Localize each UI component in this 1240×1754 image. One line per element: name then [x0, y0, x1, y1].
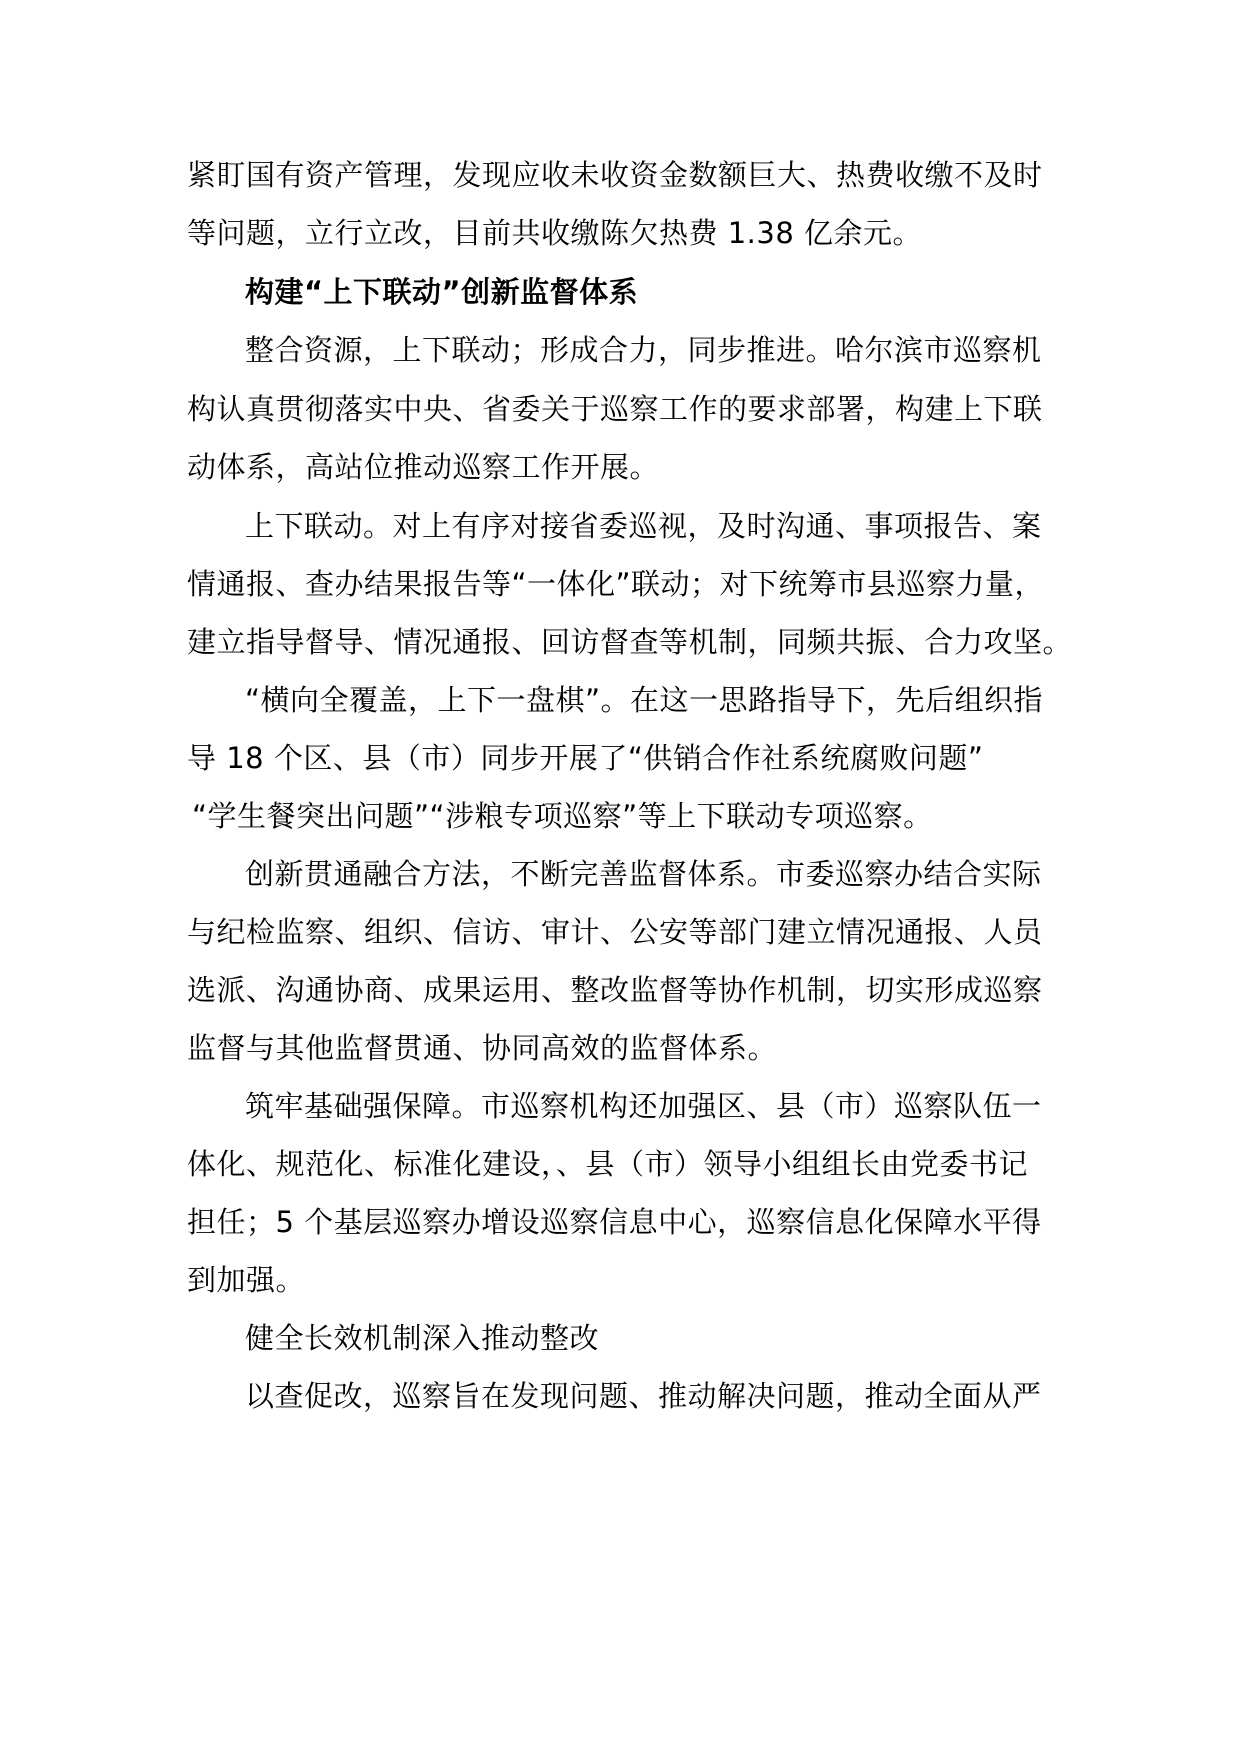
body-text-line: 动体系，高站位推动巡察工作开展。	[187, 450, 660, 484]
body-text-line: 与纪检监察、组织、信访、审计、公安等部门建立情况通报、人员	[187, 915, 1043, 949]
body-text-line: 监督与其他监督贯通、协同高效的监督体系。	[187, 1031, 778, 1065]
body-text-line: 筑牢基础强保障。市巡察机构还加强区、县（市）巡察队伍一	[245, 1089, 1042, 1123]
body-text-line: 到加强。	[187, 1263, 306, 1297]
body-text-line: 体化、规范化、标准化建设，、县（市）领导小组组长由党委书记	[187, 1147, 1029, 1181]
body-text-line: 构认真贯彻落实中央、省委关于巡察工作的要求部署，构建上下联	[187, 392, 1043, 426]
section-heading: 健全长效机制深入推动整改	[245, 1321, 600, 1355]
body-text-line: 紧盯国有资产管理，发现应收未收资金数额巨大、热费收缴不及时	[187, 158, 1043, 192]
body-text-line: 等问题，立行立改，目前共收缴陈欠热费 1.38 亿余元。	[187, 216, 923, 250]
body-text-line: 情通报、查办结果报告等“一体化”联动；对下统筹市县巡察力量，	[187, 567, 1045, 601]
body-text-line: 选派、沟通协商、成果运用、整改监督等协作机制，切实形成巡察	[187, 973, 1043, 1007]
body-text-line: 以查促改，巡察旨在发现问题、推动解决问题，推动全面从严	[245, 1379, 1042, 1413]
body-text-line: 担任；5 个基层巡察办增设巡察信息中心，巡察信息化保障水平得	[187, 1205, 1042, 1239]
body-text-line: “学生餐突出问题”“涉粮专项巡察”等上下联动专项巡察。	[192, 799, 933, 833]
section-heading: 构建“上下联动”创新监督体系	[245, 275, 639, 309]
body-text-line: 创新贯通融合方法，不断完善监督体系。市委巡察办结合实际	[245, 857, 1042, 891]
body-text-line: 建立指导督导、情况通报、回访督查等机制，同频共振、合力攻坚。	[187, 625, 1073, 659]
body-text-line: 导 18 个区、县（市）同步开展了“供销合作社系统腐败问题”	[187, 741, 984, 775]
body-text-line: “横向全覆盖，上下一盘棋”。在这一思路指导下，先后组织指	[245, 683, 1044, 717]
body-text-line: 整合资源，上下联动；形成合力，同步推进。哈尔滨市巡察机	[245, 333, 1042, 367]
body-text-line: 上下联动。对上有序对接省委巡视，及时沟通、事项报告、案	[245, 509, 1042, 543]
